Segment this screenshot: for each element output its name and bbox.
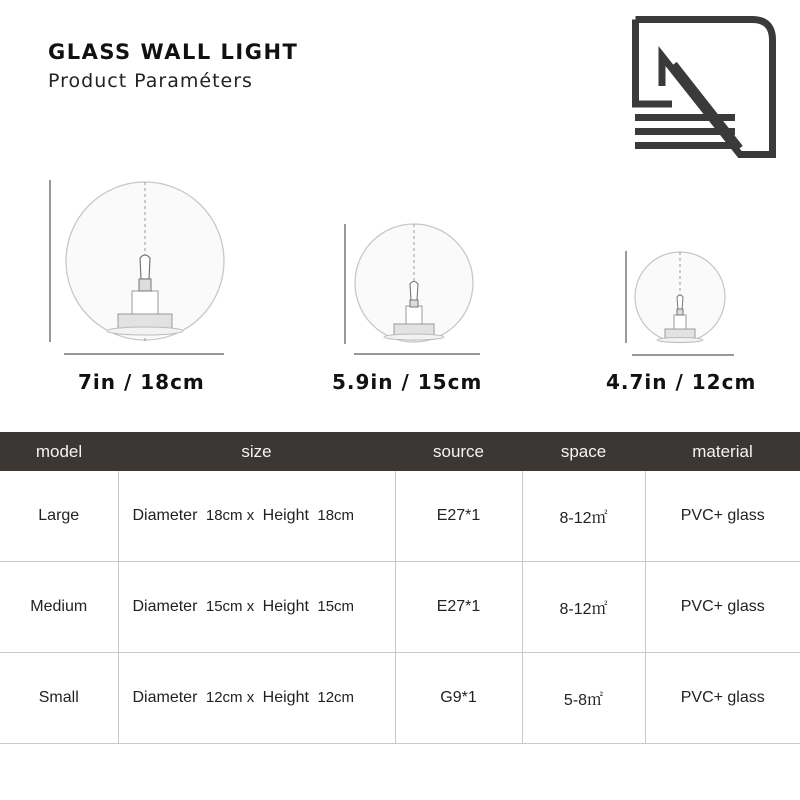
ln-logo-icon	[632, 16, 776, 158]
cell-size	[118, 471, 395, 562]
diameter-label: Diameter	[132, 507, 198, 524]
col-header-model: model	[0, 432, 118, 471]
cell-source: G9*1	[395, 653, 522, 744]
cell-model: Large	[0, 471, 118, 562]
parameters-table	[0, 432, 800, 744]
lamp-large-size-label: 7in / 18cm	[78, 370, 205, 394]
lamp-medium-illustration	[340, 220, 490, 360]
cell-space: 8-12㎡	[522, 562, 645, 653]
cell-size	[118, 562, 395, 653]
diameter-value: 18cm x	[205, 507, 255, 524]
cell-material: PVC+ glass	[645, 562, 800, 653]
diameter-label: Diameter	[132, 598, 198, 615]
col-header-space: space	[522, 432, 645, 471]
height-value: 18cm	[317, 507, 355, 524]
cell-space: 8-12㎡	[522, 471, 645, 562]
cell-model: Medium	[0, 562, 118, 653]
height-label: Height	[262, 689, 309, 706]
table-header-row	[0, 432, 800, 471]
col-header-source: source	[395, 432, 522, 471]
col-header-material: material	[645, 432, 800, 471]
page-title: GLASS WALL LIGHT	[48, 40, 299, 64]
cell-space: 5-8㎡	[522, 653, 645, 744]
diameter-label: Diameter	[132, 689, 198, 706]
lamp-small-illustration	[622, 247, 742, 359]
table-row	[0, 471, 800, 562]
cell-source: E27*1	[395, 471, 522, 562]
diameter-value: 15cm x	[205, 598, 255, 615]
page-subtitle: Product Paraméters	[48, 70, 253, 92]
height-value: 15cm	[317, 598, 355, 615]
table-row	[0, 562, 800, 653]
cell-material: PVC+ glass	[645, 471, 800, 562]
diameter-value: 12cm x	[205, 689, 255, 706]
cell-size	[118, 653, 395, 744]
lamp-small-size-label: 4.7in / 12cm	[606, 370, 757, 394]
height-value: 12cm	[317, 689, 355, 706]
cell-model: Small	[0, 653, 118, 744]
height-label: Height	[262, 507, 309, 524]
height-label: Height	[262, 598, 309, 615]
col-header-size: size	[118, 432, 395, 471]
lamp-large-illustration	[44, 176, 240, 360]
table-row	[0, 653, 800, 744]
cell-material: PVC+ glass	[645, 653, 800, 744]
lamp-medium-size-label: 5.9in / 15cm	[332, 370, 483, 394]
cell-source: E27*1	[395, 562, 522, 653]
